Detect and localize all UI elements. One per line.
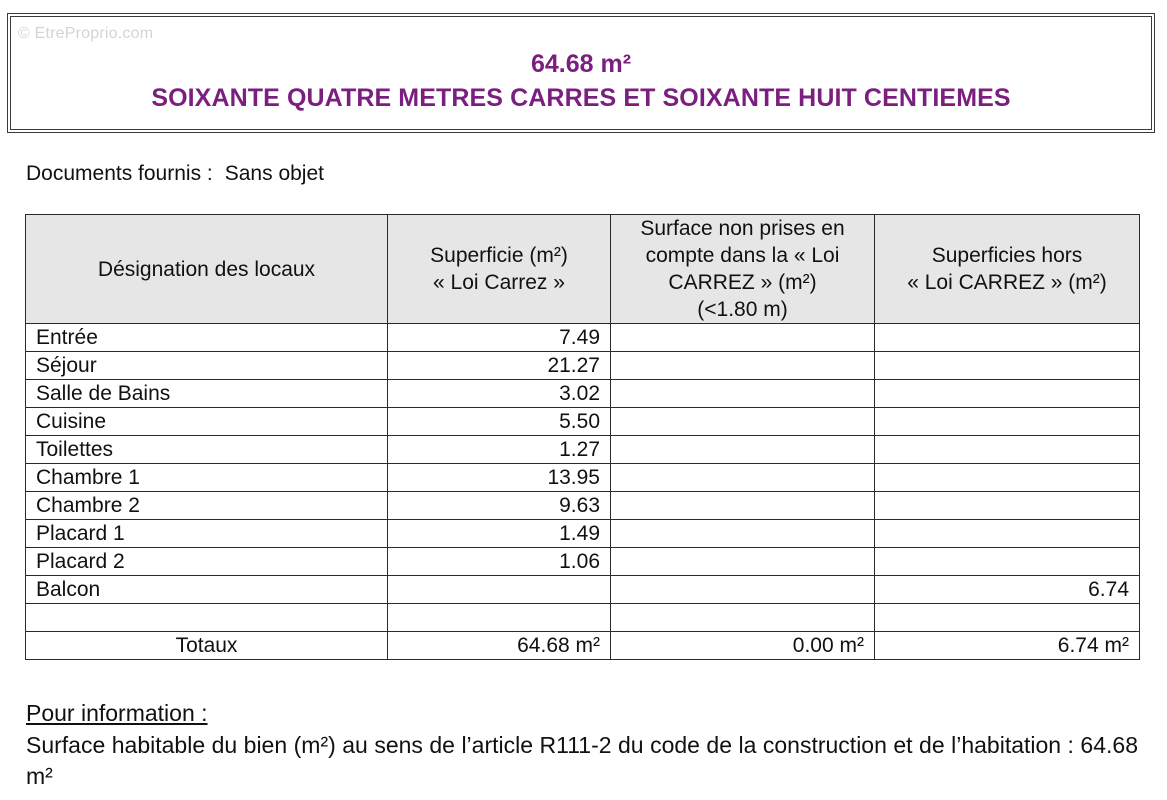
- surface-cell: [875, 408, 1140, 436]
- surface-cell: [611, 520, 875, 548]
- surface-cell: [875, 492, 1140, 520]
- surface-cell: 5.50: [388, 408, 611, 436]
- table-row: [26, 576, 1140, 604]
- total-cell: 64.68 m²: [388, 632, 611, 660]
- surface-cell: [611, 408, 875, 436]
- header-superficie-carrez: Superficie (m²) « Loi Carrez »: [388, 215, 611, 324]
- table-row: [26, 436, 1140, 464]
- title-box: [10, 16, 1152, 130]
- totals-row: [26, 632, 1140, 660]
- room-name-cell: Balcon: [26, 576, 388, 604]
- room-name-cell: Chambre 1: [26, 464, 388, 492]
- surface-total-title: 64.68 m²: [530, 50, 632, 78]
- room-name-cell: Séjour: [26, 352, 388, 380]
- documents-label: Documents fournis :: [26, 162, 213, 185]
- surface-cell: 1.06: [388, 548, 611, 576]
- surface-cell: 7.49: [388, 324, 611, 352]
- surface-cell: [611, 548, 875, 576]
- surface-cell: 13.95: [388, 464, 611, 492]
- surface-cell: 3.02: [388, 380, 611, 408]
- room-name-cell: Placard 1: [26, 520, 388, 548]
- header-superficies-hors-carrez: Superficies hors « Loi CARREZ » (m²): [875, 215, 1140, 324]
- surface-total-in-words: SOIXANTE QUATRE METRES CARRES ET SOIXANTE HUIT CENTIEMES: [151, 84, 1011, 112]
- table-row: [26, 492, 1140, 520]
- documents-provided: [26, 162, 324, 186]
- table-row: [26, 408, 1140, 436]
- total-cell: 0.00 m²: [611, 632, 875, 660]
- room-name-cell: Salle de Bains: [26, 380, 388, 408]
- surface-cell: 6.74: [875, 576, 1140, 604]
- surface-cell: 1.49: [388, 520, 611, 548]
- room-name-cell: Placard 2: [26, 548, 388, 576]
- surface-cell: [611, 352, 875, 380]
- surface-cell: [875, 520, 1140, 548]
- surface-cell: 21.27: [388, 352, 611, 380]
- surfaces-table: [25, 214, 1140, 660]
- totals-label: Totaux: [26, 632, 388, 660]
- table-body: [26, 324, 1140, 660]
- surface-cell: [388, 604, 611, 632]
- table-row: [26, 520, 1140, 548]
- table-header-row: [26, 215, 1140, 324]
- surface-cell: [875, 436, 1140, 464]
- surface-cell: [611, 464, 875, 492]
- room-name-cell: Toilettes: [26, 436, 388, 464]
- table-row: [26, 324, 1140, 352]
- table-row: [26, 604, 1140, 632]
- surface-cell: [611, 576, 875, 604]
- surface-cell: [875, 548, 1140, 576]
- total-cell: 6.74 m²: [875, 632, 1140, 660]
- watermark: © EtreProprio.com: [18, 25, 154, 42]
- table-row: [26, 548, 1140, 576]
- table-row: [26, 380, 1140, 408]
- surface-cell: 1.27: [388, 436, 611, 464]
- surface-cell: [611, 324, 875, 352]
- room-name-cell: [26, 604, 388, 632]
- surface-cell: [875, 380, 1140, 408]
- table-row: [26, 352, 1140, 380]
- surface-cell: [388, 576, 611, 604]
- surface-cell: [875, 324, 1140, 352]
- header-designation: Désignation des locaux: [26, 215, 388, 324]
- table-row: [26, 464, 1140, 492]
- surface-cell: [611, 436, 875, 464]
- surface-cell: [875, 464, 1140, 492]
- header-surface-non-prise: Surface non prises en compte dans la « Loi CARREZ » (m²) (<1.80 m): [611, 215, 875, 324]
- surface-cell: [611, 492, 875, 520]
- info-text: Surface habitable du bien (m²) au sens de l’article R111-2 du code de la construction et de l’habitation : 64.68 m²: [26, 732, 1138, 789]
- surface-cell: [611, 380, 875, 408]
- room-name-cell: Chambre 2: [26, 492, 388, 520]
- room-name-cell: Cuisine: [26, 408, 388, 436]
- surface-cell: [875, 604, 1140, 632]
- surface-cell: 9.63: [388, 492, 611, 520]
- surface-cell: [611, 604, 875, 632]
- room-name-cell: Entrée: [26, 324, 388, 352]
- info-heading: Pour information :: [26, 700, 208, 726]
- surface-cell: [875, 352, 1140, 380]
- documents-value: Sans objet: [224, 162, 324, 185]
